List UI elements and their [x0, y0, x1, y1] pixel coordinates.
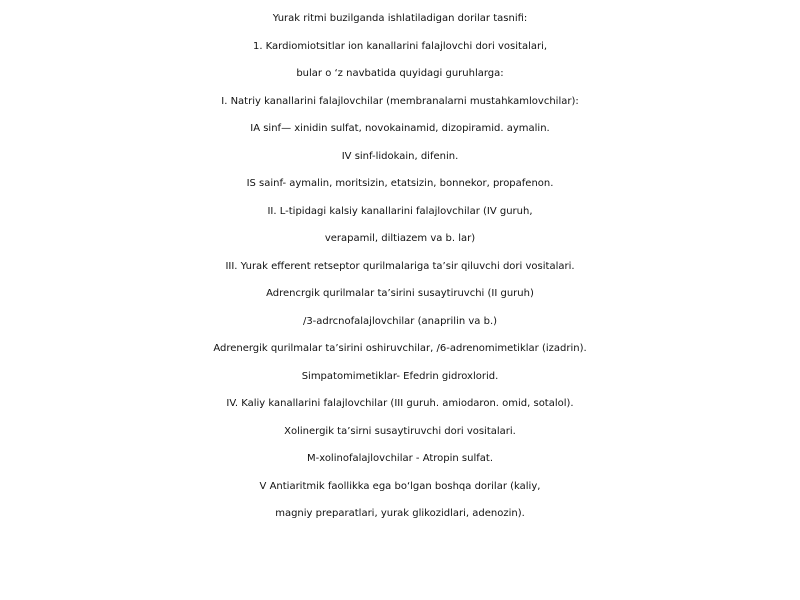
document-title: Yurak ritmi buzilganda ishlatiladigan dorilar tasnifi:: [272, 13, 528, 24]
text-line: bular o ‘z navbatida quyidagi guruhlarga:: [296, 68, 504, 79]
text-line: Simpatomimetiklar- Efedrin gidroxlorid.: [301, 370, 499, 382]
text-line: II. L-tipidagi kalsiy kanallarini falajlovchilar (IV guruh,: [267, 205, 533, 217]
text-line: verapamil, diltiazem va b. lar): [324, 233, 476, 244]
text-line: Adrencrgik qurilmalar ta’sirini susaytiruvchi (II guruh): [266, 288, 534, 299]
text-line: Adrenergik qurilmalar ta’sirini oshiruvchilar, /6-adrenomimetiklar (izadrin).: [213, 343, 587, 354]
text-line: IS sainf- aymalin, moritsizin, etatsizin, bonnekor, propafenon.: [246, 178, 554, 189]
text-line: 1. Kardiomiotsitlar ion kanallarini falajlovchi dori vositalari,: [252, 40, 548, 52]
text-line: Xolinergik ta’sirni susaytiruvchi dori vositalari.: [284, 425, 516, 437]
text-line: I. Natriy kanallarini falajlovchilar (membranalarni mustahkamlovchilar):: [221, 95, 579, 107]
text-line: M-xolinofalajlovchilar - Atropin sulfat.: [306, 453, 494, 464]
document-text-block: [0, 5, 800, 528]
text-line: IV. Kaliy kanallarini falajlovchilar (III guruh. amiodaron. omid, sotalol).: [226, 398, 574, 409]
text-line: III. Yurak efferent retseptor qurilmalariga ta’sir qiluvchi dori vositalari.: [225, 260, 575, 272]
text-line: /3-adrcnofalajlovchilar (anaprilin va b.): [302, 315, 498, 327]
text-line: IV sinf-lidokain, difenin.: [341, 150, 459, 162]
text-line: IA sinf— xinidin sulfat, novokainamid, dizopiramid. aymalin.: [250, 123, 550, 134]
text-line: magniy preparatlari, yurak glikozidlari, adenozin).: [275, 508, 525, 519]
text-line: V Antiaritmik faollikka ega bo‘lgan boshqa dorilar (kaliy,: [259, 480, 541, 492]
